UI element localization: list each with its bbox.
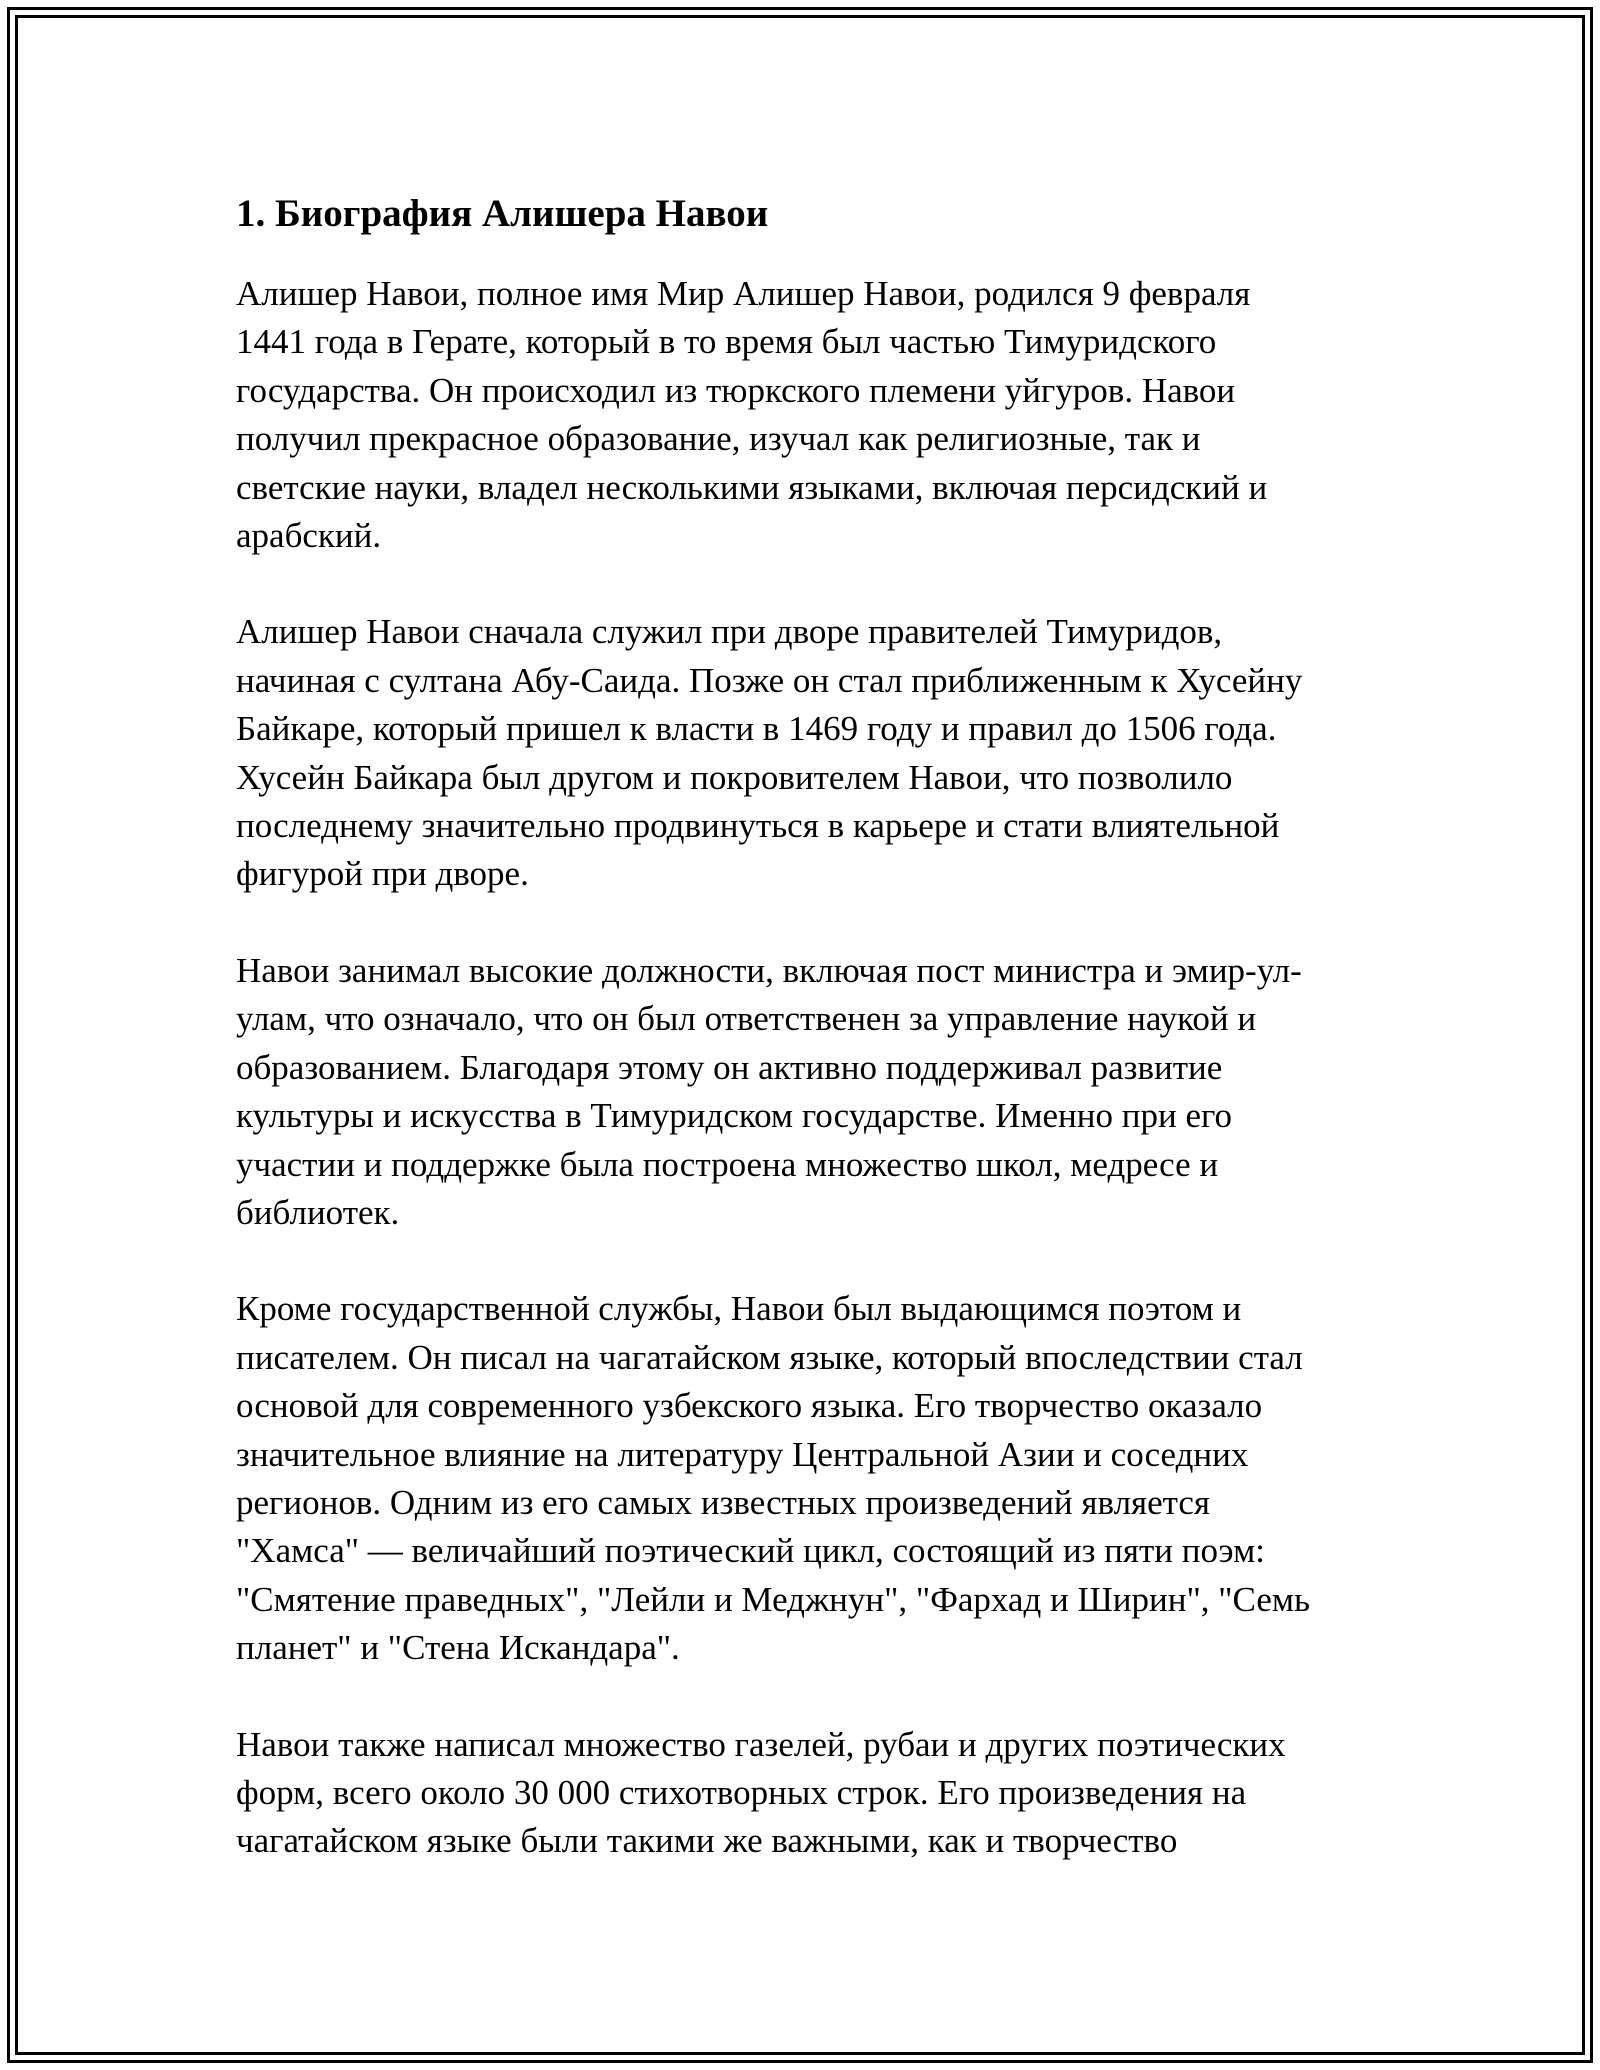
paragraph-1: Алишер Навои, полное имя Мир Алишер Навои, родился 9 февраля 1441 года в Герате, который в то время был частью Тимуридского государства. Он происходил из тюркского племени уйгуров. Навои получил прекрасное образование, изучал как религиозные, так и светские науки, владел несколькими языками, включая персидский и арабский. <box>236 274 1268 556</box>
paragraph-3: Навои занимал высокие должности, включая пост министра и эмир-ул- улам, что означало, что он был ответственен за управление наукой и образованием. Благодаря этому он активно поддерживал развитие культуры и искусства в Тимуридском государстве. Именно при его участии и поддержке была построена множество школ, медресе и библиотек. <box>236 950 1302 1232</box>
paragraph-5: Навои также написал множество газелей, рубаи и других поэтических форм, всего около 30 000 стихотворных строк. Его произведения на чагатайском языке были такими же важными, как и творчество <box>236 1724 1286 1861</box>
document-body <box>236 186 1376 1914</box>
section-heading: 1. Биография Алишера Навои <box>236 192 769 235</box>
paragraph-4: Кроме государственной службы, Навои был выдающимся поэтом и писателем. Он писал на чагатайском языке, который впоследствии стал основой для современного узбекского языка. Его творчество оказало значительное влияние на литературу Центральной Азии и соседних регионов. Одним из его самых известных произведений является "Хамса" — величайший поэтический цикл, состоящий из пяти поэм: "Смятение праведных", "Лейли и Меджнун", "Фархад и Ширин", "Семь планет" и "Стена Искандара". <box>236 1289 1310 1668</box>
paragraph-2: Алишер Навои сначала служил при дворе правителей Тимуридов, начиная с султана Абу-Саида. Позже он стал приближенным к Хусейну Байкаре, который пришел к власти в 1469 году и правил до 1506 года. Хусейн Байкара был другом и покровителем Навои, что позволило последнему значительно продвинуться в карьере и стати влиятельной фигурой при дворе. <box>236 612 1303 894</box>
